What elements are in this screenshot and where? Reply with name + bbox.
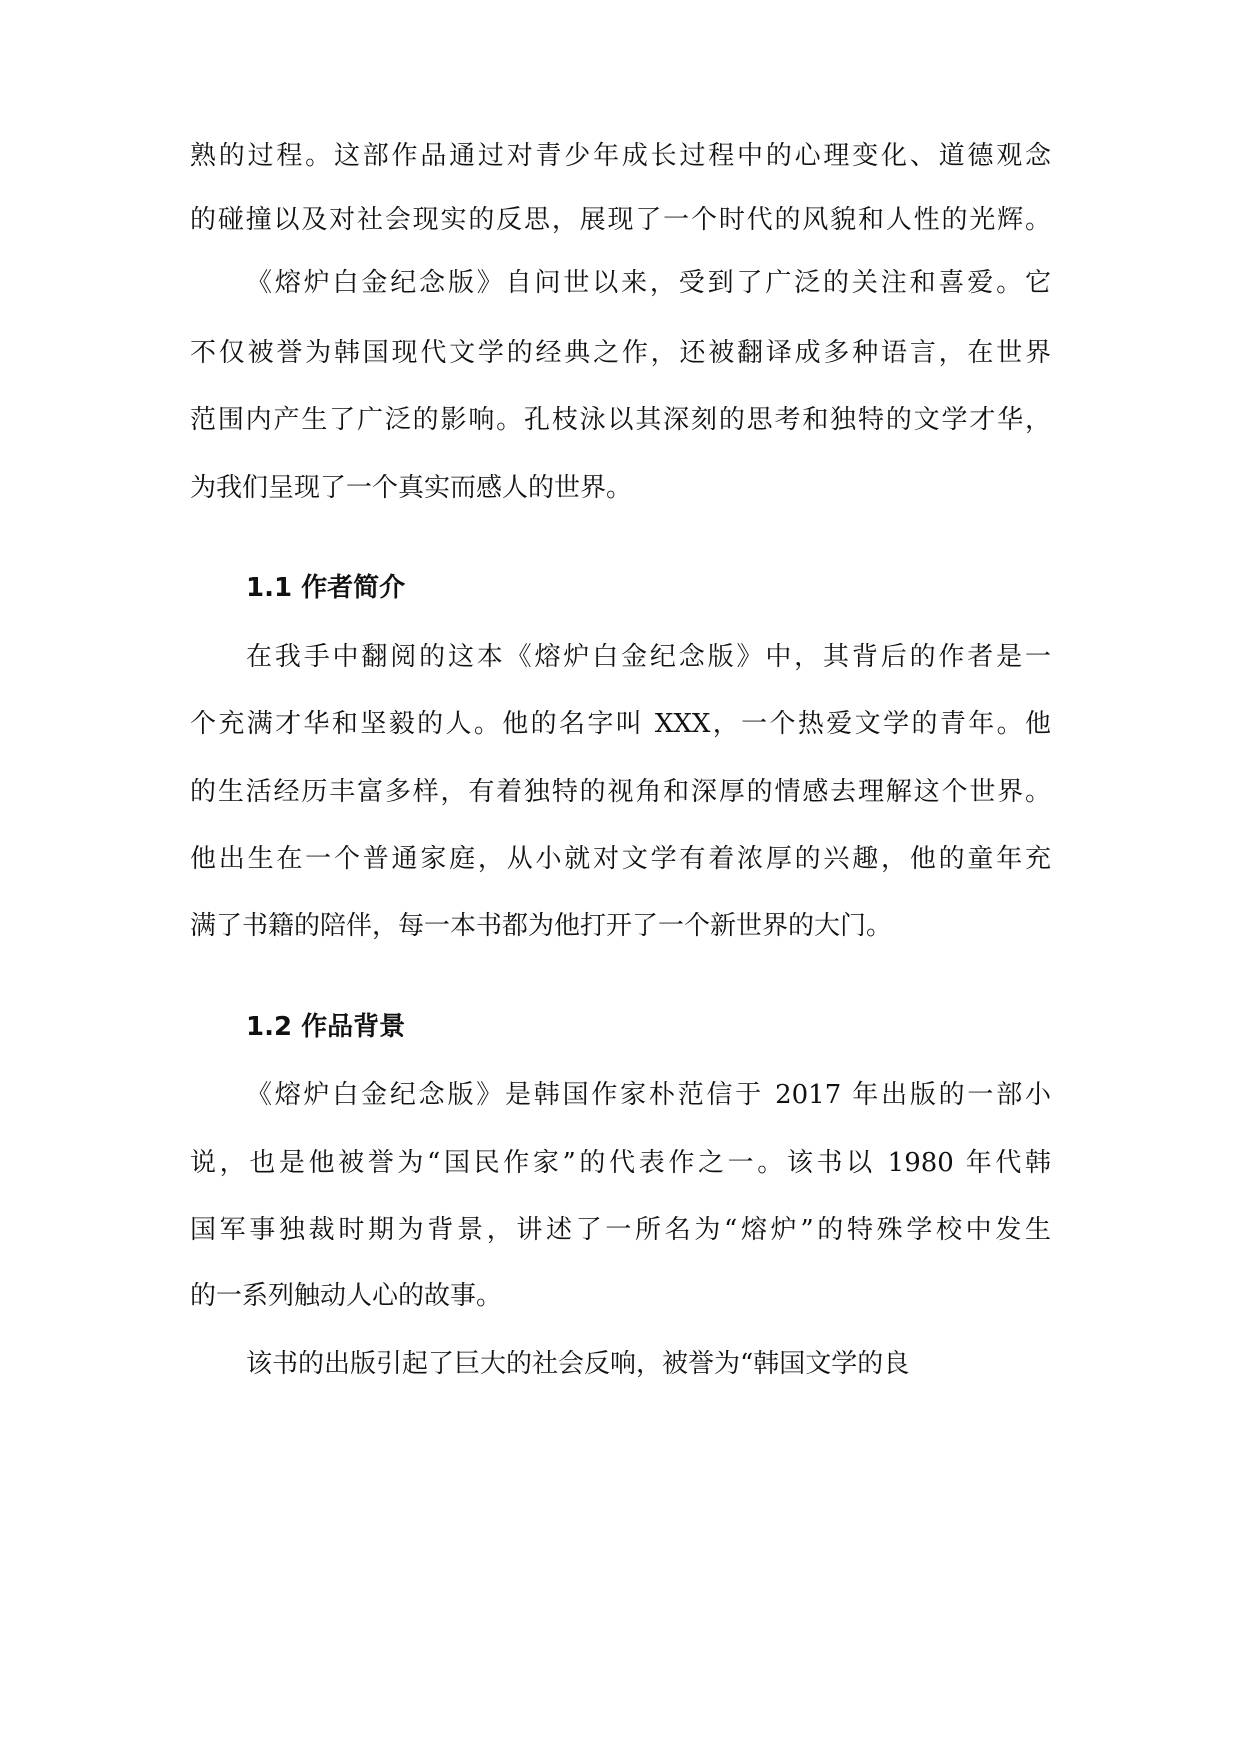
paragraph-line: 不仅被誉为韩国现代文学的经典之作，还被翻译成多种语言，在世界 — [190, 338, 1051, 368]
paragraph-line: 范围内产生了广泛的影响。孔枝泳以其深刻的思考和独特的文学才华， — [190, 405, 1051, 435]
paragraph-line: 的生活经历丰富多样，有着独特的视角和深厚的情感去理解这个世界。 — [190, 777, 1051, 807]
paragraph-line: 他出生在一个普通家庭，从小就对文学有着浓厚的兴趣，他的童年充 — [190, 844, 1051, 874]
section-heading-1-2: 1.2 作品背景 — [246, 1012, 406, 1042]
paragraph-line: 国军事独裁时期为背景，讲述了一所名为“熔炉”的特殊学校中发生 — [190, 1215, 1051, 1245]
paragraph-line: 《熔炉白金纪念版》是韩国作家朴范信于 2017 年出版的一部小 — [246, 1080, 1051, 1110]
section-heading-1-1: 1.1 作者简介 — [246, 573, 406, 603]
paragraph-line: 为我们呈现了一个真实而感人的世界。 — [190, 473, 633, 503]
paragraph-line: 的碰撞以及对社会现实的反思，展现了一个时代的风貌和人性的光辉。 — [190, 205, 1051, 235]
paragraph-line: 在我手中翻阅的这本《熔炉白金纪念版》中，其背后的作者是一 — [246, 642, 1051, 672]
paragraph-line: 满了书籍的陪伴，每一本书都为他打开了一个新世界的大门。 — [190, 911, 893, 941]
paragraph-line: 《熔炉白金纪念版》自问世以来，受到了广泛的关注和喜爱。它 — [246, 268, 1051, 298]
paragraph-line: 熟的过程。这部作品通过对青少年成长过程中的心理变化、道德观念 — [190, 141, 1051, 171]
paragraph-line: 说，也是他被誉为“国民作家”的代表作之一。该书以 1980 年代韩 — [190, 1148, 1051, 1178]
paragraph-line: 个充满才华和坚毅的人。他的名字叫 XXX，一个热爱文学的青年。他 — [190, 709, 1051, 739]
paragraph-line: 该书的出版引起了巨大的社会反响，被誉为“韩国文学的良 — [246, 1349, 910, 1379]
paragraph-line: 的一系列触动人心的故事。 — [190, 1281, 503, 1311]
